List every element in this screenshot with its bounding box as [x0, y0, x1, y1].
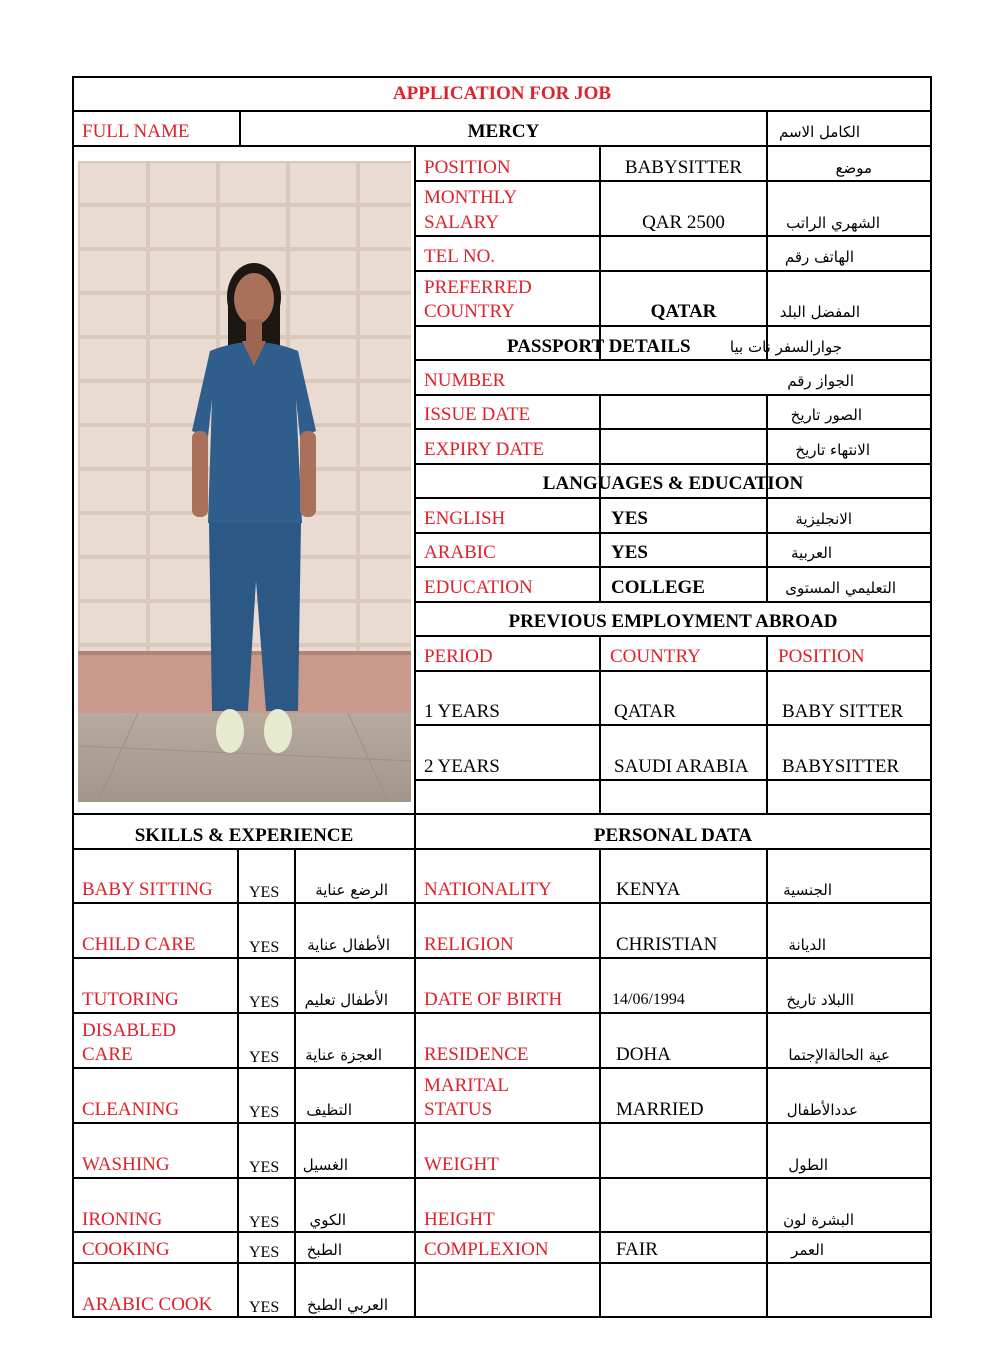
height-arabic: البشرة لون	[783, 1211, 854, 1229]
english-value: YES	[611, 508, 648, 529]
residence-value: DOHA	[616, 1044, 671, 1065]
complexion-label: COMPLEXION	[424, 1239, 549, 1260]
employment-row-1-period: 1 YEARS	[424, 701, 500, 722]
weight-label: WEIGHT	[424, 1154, 499, 1175]
skill-cooking-value: YES	[249, 1244, 280, 1261]
skill-child-care-arabic: الأطفال عناية	[307, 936, 390, 954]
skill-arabic-cook-value: YES	[249, 1299, 280, 1316]
marital-arabic: عددالأطفال	[786, 1101, 858, 1119]
skills-header: SKILLS & EXPERIENCE	[134, 825, 354, 846]
languages-header: LANGUAGES & EDUCATION	[542, 473, 804, 494]
skill-disabled-care-arabic: العجزة عناية	[305, 1046, 382, 1064]
skill-cooking-arabic: الطبخ	[306, 1241, 342, 1259]
skill-washing-value: YES	[249, 1159, 280, 1176]
country-arabic: المفضل البلد	[779, 303, 860, 321]
passport-number-arabic: الجواز رقم	[787, 372, 854, 390]
applicant-photo-image	[78, 161, 411, 802]
english-arabic: الانجليزية	[795, 510, 852, 528]
position-value: BABYSITTER	[624, 157, 743, 178]
nationality-label: NATIONALITY	[424, 879, 552, 900]
skill-arabic-cook-arabic: العربي الطبخ	[307, 1296, 388, 1314]
skill-baby-sitting-value: YES	[249, 884, 280, 901]
skill-ironing-value: YES	[249, 1214, 280, 1231]
employment-row-1-country: QATAR	[614, 701, 676, 722]
personal-header: PERSONAL DATA	[593, 825, 753, 846]
tel-arabic: الهاتف رقم	[784, 248, 854, 266]
skill-cooking-label: COOKING	[82, 1239, 170, 1260]
form-title: APPLICATION FOR JOB	[392, 83, 612, 104]
employment-row-1-position: BABY SITTER	[782, 701, 904, 722]
employment-header: PREVIOUS EMPLOYMENT ABROAD	[508, 611, 838, 632]
salary-label-line1: MONTHLY	[424, 187, 518, 208]
full-name-label: FULL NAME	[82, 121, 190, 142]
skill-tutoring-value: YES	[249, 994, 280, 1011]
dob-label: DATE OF BIRTH	[424, 989, 563, 1010]
country-label-line1: PREFERRED	[424, 277, 532, 298]
skill-child-care-label: CHILD CARE	[82, 934, 196, 955]
skill-baby-sitting-arabic: الرضع عناية	[315, 881, 388, 899]
country-label-line2: COUNTRY	[424, 301, 515, 322]
salary-value: QAR 2500	[642, 212, 725, 233]
passport-number-label: NUMBER	[424, 370, 506, 391]
marital-label-line1: MARITAL	[424, 1075, 510, 1096]
religion-label: RELIGION	[424, 934, 514, 955]
marital-label-line2: STATUS	[424, 1099, 493, 1120]
employment-col-country: COUNTRY	[610, 646, 701, 667]
skill-ironing-label: IRONING	[82, 1209, 163, 1230]
skill-disabled-care-label-line2: CARE	[82, 1044, 133, 1065]
full-name-value: MERCY	[467, 121, 540, 142]
issue-date-label: ISSUE DATE	[424, 404, 531, 425]
salary-label-line2: SALARY	[424, 212, 499, 233]
skill-arabic-cook-label: ARABIC COOK	[82, 1294, 213, 1315]
arabic-value: YES	[611, 542, 648, 563]
country-value: QATAR	[650, 301, 717, 322]
skill-washing-arabic: الغسيل	[302, 1156, 348, 1174]
education-value: COLLEGE	[611, 577, 705, 598]
arabic-label: ARABIC	[424, 542, 496, 563]
religion-arabic: الديانة	[788, 936, 826, 954]
height-label: HEIGHT	[424, 1209, 495, 1230]
passport-header: PASSPORT DETAILS	[507, 336, 691, 357]
skill-child-care-value: YES	[249, 939, 280, 956]
marital-value: MARRIED	[616, 1099, 704, 1120]
salary-arabic: الشهري الراتب	[786, 214, 880, 232]
nationality-arabic: الجنسية	[783, 881, 832, 899]
employment-col-position: POSITION	[778, 646, 865, 667]
skill-disabled-care-label-line1: DISABLED	[82, 1020, 176, 1041]
skill-baby-sitting-label: BABY SITTING	[82, 879, 213, 900]
skill-cleaning-value: YES	[249, 1104, 280, 1121]
dob-arabic: االبلاد تاريخ	[786, 991, 854, 1009]
skill-cleaning-arabic: التظيف	[306, 1101, 352, 1119]
complexion-value: FAIR	[616, 1239, 658, 1260]
skill-ironing-arabic: الكوي	[309, 1211, 346, 1229]
issue-date-arabic: الصور تاريخ	[790, 406, 862, 424]
nationality-value: KENYA	[616, 879, 681, 900]
skill-disabled-care-value: YES	[249, 1049, 280, 1066]
position-arabic: موضع	[835, 159, 872, 177]
english-label: ENGLISH	[424, 508, 506, 529]
applicant-photo	[78, 161, 411, 802]
employment-row-2-period: 2 YEARS	[424, 756, 500, 777]
expiry-date-label: EXPIRY DATE	[424, 439, 545, 460]
dob-value: 14/06/1994	[612, 991, 685, 1008]
skill-washing-label: WASHING	[82, 1154, 170, 1175]
education-label: EDUCATION	[424, 577, 533, 598]
residence-label: RESIDENCE	[424, 1044, 529, 1065]
arabic-arabic: العربية	[791, 544, 832, 562]
tel-label: TEL NO.	[424, 246, 496, 267]
employment-row-2-country: SAUDI ARABIA	[614, 756, 749, 777]
passport-header-arabic: جوارالسفر نات بيا	[729, 338, 842, 356]
skill-tutoring-arabic: الأطفال تعليم	[304, 991, 388, 1009]
expiry-date-arabic: الانتهاء تاريخ	[795, 441, 870, 459]
employment-col-period: PERIOD	[424, 646, 493, 667]
application-form	[72, 76, 932, 1318]
skill-cleaning-label: CLEANING	[82, 1099, 180, 1120]
skill-tutoring-label: TUTORING	[82, 989, 179, 1010]
weight-arabic: الطول	[788, 1156, 828, 1174]
full-name-arabic: الكامل الاسم	[778, 123, 860, 141]
employment-row-2-position: BABYSITTER	[782, 756, 900, 777]
complexion-arabic: العمر	[791, 1241, 824, 1259]
education-arabic: التعليمي المستوى	[785, 579, 896, 597]
position-label: POSITION	[424, 157, 511, 178]
religion-value: CHRISTIAN	[616, 934, 718, 955]
residence-arabic: عية الحالةالإجتما	[788, 1046, 890, 1064]
